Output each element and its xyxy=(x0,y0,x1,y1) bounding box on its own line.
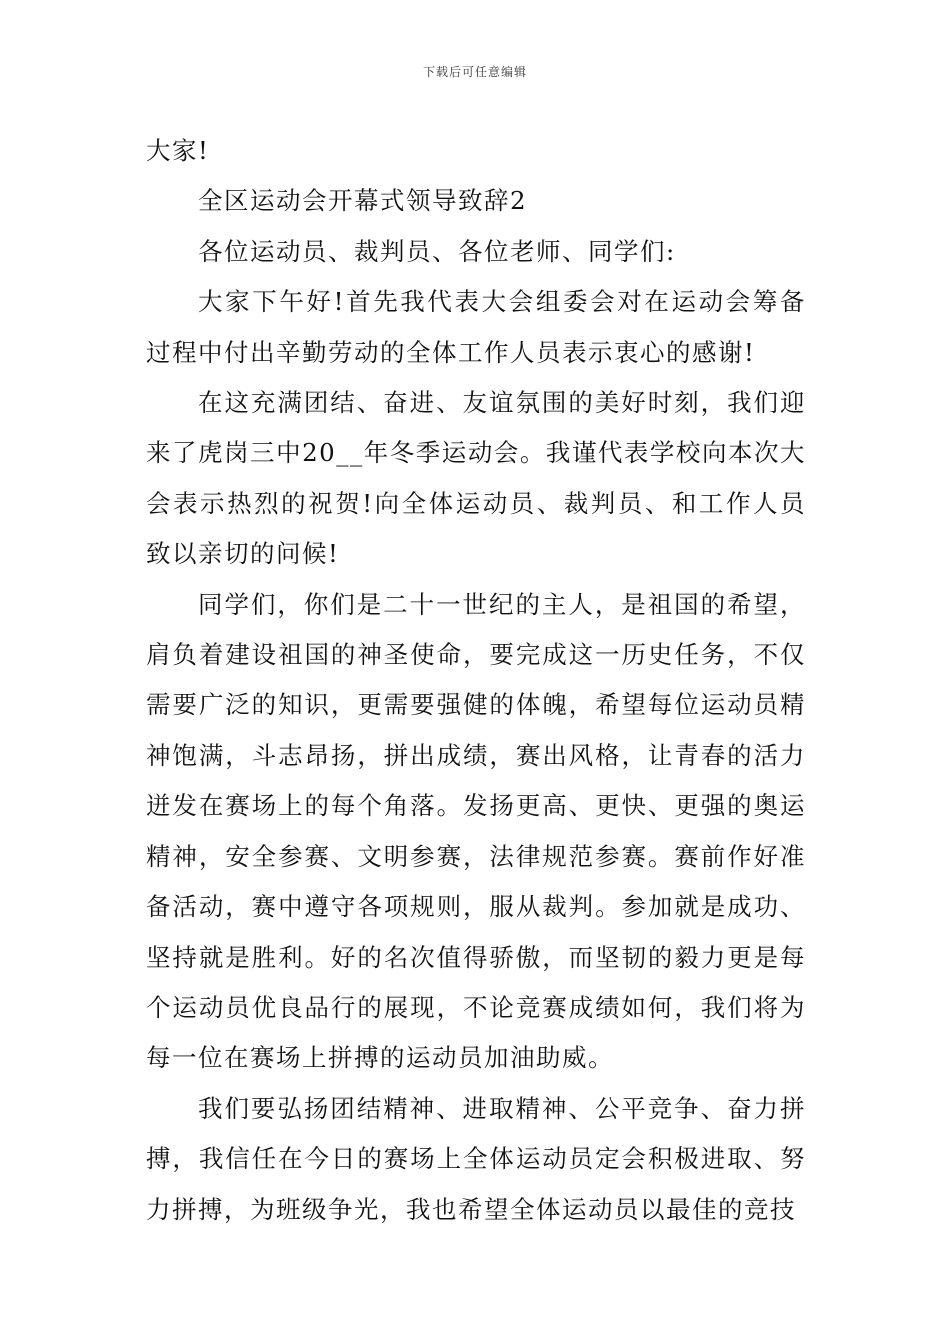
paragraph-title: 全区运动会开幕式领导致辞2 xyxy=(198,186,528,216)
paragraph-opening: 在这充满团结、奋进、友谊氛围的美好时刻，我们迎来了虎岗三中20__年冬季运动会。我谨代表学校向本次大会表示热烈的祝贺!向全体运动员、裁判员、和工作人员致以亲切的问候! xyxy=(146,388,806,569)
paragraph-thanks: 大家下午好!首先我代表大会组委会对在运动会筹备过程中付出辛勤劳动的全体工作人员表示衷心的感谢! xyxy=(146,287,806,367)
document-body xyxy=(146,126,806,1235)
paragraph-salutation: 各位运动员、裁判员、各位老师、同学们: xyxy=(198,236,676,266)
page-header-note: 下载后可任意编辑 xyxy=(422,65,527,79)
paragraph-greeting-end: 大家! xyxy=(146,136,210,165)
paragraph-encouragement: 同学们，你们是二十一世纪的主人，是祖国的希望，肩负着建设祖国的神圣使命，要完成这一历史任务，不仅需要广泛的知识，更需要强健的体魄，希望每位运动员精神饱满，斗志昂扬，拼出成绩，赛出风格，让青春的活力迸发在赛场上的每个角落。发扬更高、更快、更强的奥运精神，安全参赛、文明参赛，法律规范参赛。赛前作好准备活动，赛中遵守各项规则，服从裁判。参加就是成功、坚持就是胜利。好的名次值得骄傲，而坚韧的毅力更是每个运动员优良品行的展现，不论竞赛成绩如何，我们将为每一位在赛场上拼搏的运动员加油助威。 xyxy=(146,589,806,1073)
paragraph-spirit: 我们要弘扬团结精神、进取精神、公平竞争、奋力拼搏，我信任在今日的赛场上全体运动员定会积极进取、努力拼搏，为班级争光，我也希望全体运动员以最佳的竞技 xyxy=(146,1093,806,1224)
